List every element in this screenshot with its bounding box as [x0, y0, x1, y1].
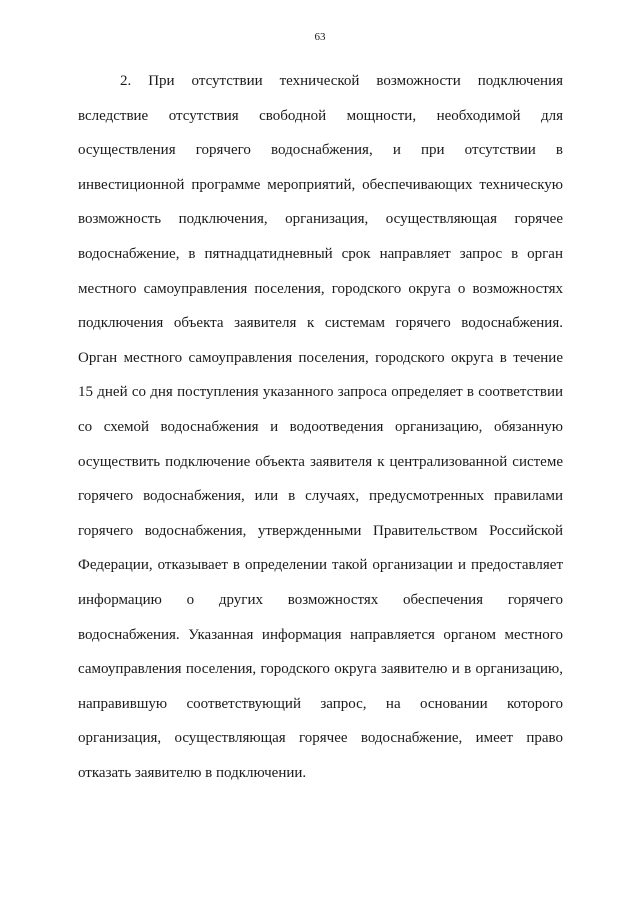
text-line: горячего водоснабжения, или в случаях, предусмотренных правилами	[78, 488, 563, 505]
text-line: 2. При отсутствии технической возможности подключения	[120, 73, 563, 89]
text-line: организация, осуществляющая горячее водоснабжение, имеет право	[78, 730, 563, 747]
text-line: возможность подключения, организация, осуществляющая горячее	[78, 211, 563, 228]
text-line: осуществления горячего водоснабжения, и при отсутствии в	[78, 142, 563, 159]
text-line: водоснабжение, в пятнадцатидневный срок направляет запрос в орган	[78, 245, 563, 262]
text-line: 15 дней со дня поступления указанного запроса определяет в соответствии	[78, 384, 563, 401]
text-line: отказать заявителю в подключении.	[78, 764, 307, 781]
text-line: горячего водоснабжения, утвержденными Правительством Российской	[78, 522, 563, 539]
text-line: Орган местного самоуправления поселения, городского округа в течение	[78, 349, 563, 366]
text-line: подключения объекта заявителя к системам горячего водоснабжения.	[78, 315, 563, 332]
text-line: самоуправления поселения, городского округа заявителю и в организацию,	[78, 661, 563, 678]
paragraph-2	[78, 64, 563, 790]
text-line: местного самоуправления поселения, городского округа о возможностях	[78, 280, 563, 297]
text-line: направившую соответствующий запрос, на основании которого	[78, 695, 563, 712]
text-line: вследствие отсутствия свободной мощности, необходимой для	[78, 107, 563, 124]
page-number: 63	[314, 31, 326, 43]
text-line: Федерации, отказывает в определении такой организации и предоставляет	[78, 557, 563, 574]
text-line: осуществить подключение объекта заявителя к централизованной системе	[78, 453, 563, 470]
text-line: водоснабжения. Указанная информация направляется органом местного	[78, 626, 563, 643]
text-line: со схемой водоснабжения и водоотведения организацию, обязанную	[78, 418, 563, 435]
text-line: информацию о других возможностях обеспечения горячего	[78, 591, 563, 608]
text-line: инвестиционной программе мероприятий, обеспечивающих техническую	[78, 176, 563, 193]
